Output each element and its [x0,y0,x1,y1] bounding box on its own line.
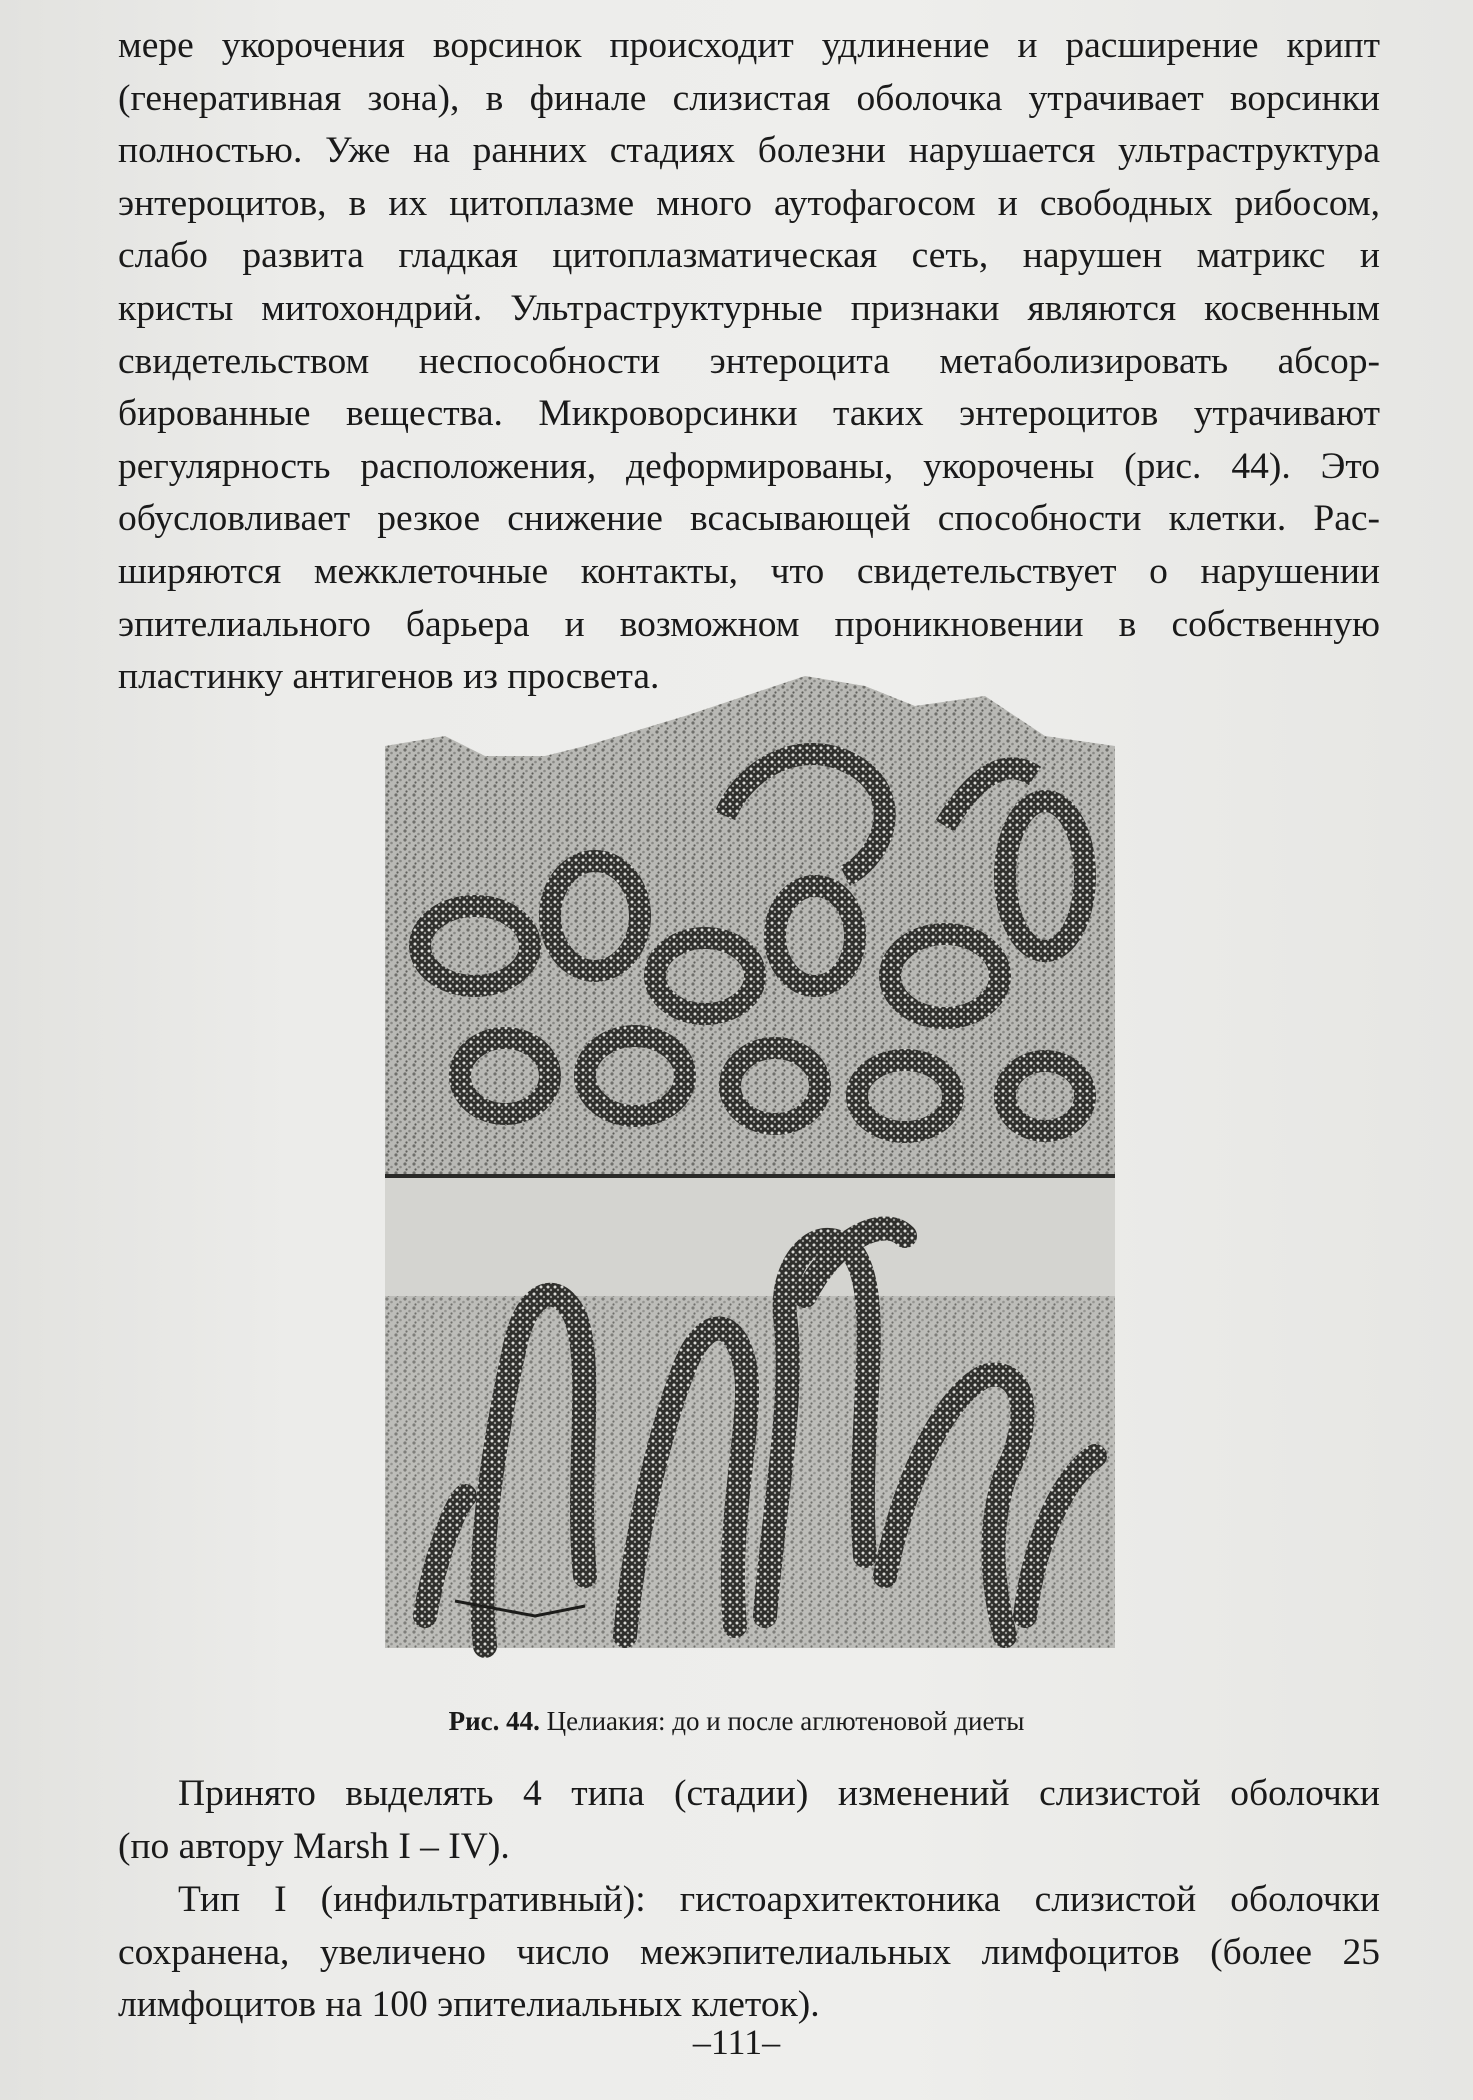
micrograph-panel-after [385,1178,1115,1648]
text-line: кристы митохондрий. Ультраструктурные признаки являются косвенным [118,287,1380,329]
text-line: свидетельством неспособности энтероцита метаболизировать абсор- [118,340,1380,382]
text-line: мере укорочения ворсинок происходит удлинение и расширение крипт [118,25,1380,66]
text-line: лимфоцитов на 100 эпителиальных клеток). [118,1984,820,2026]
text-line: слабо развита гладкая цитоплазматическая сеть, нарушен матрикс и [118,235,1380,277]
text-line: полностью. Уже на ранних стадиях болезни нарушается ультраструктура [118,130,1380,172]
figure-caption-text: Целиакия: до и после аглютеновой диеты [546,1706,1025,1736]
figure-caption-label: Рис. 44. [448,1706,540,1736]
text-line: Тип I (инфильтративный): гистоархитектоника слизистой оболочки [178,1879,1380,1920]
text-line: регулярность расположения, деформированы, укорочены (рис. 44). Это [118,445,1380,487]
text-line: (генеративная зона), в финале слизистая оболочка утрачивает ворсинки [118,77,1380,119]
page-number: –111– [692,2022,781,2062]
figure-44-micrograph [385,676,1115,1676]
micrograph-panel-before [385,676,1115,1178]
text-line: энтероцитов, в их цитоплазме много аутофагосом и свободных рибосом, [118,182,1380,224]
figure-caption [0,1704,1473,1738]
body-paragraph-top [118,20,1380,704]
text-line: обусловливает резкое снижение всасывающей способности клетки. Рас- [118,498,1380,540]
text-line: бированные вещества. Микроворсинки таких энтероцитов утрачивают [118,393,1380,435]
text-line: пластинку антигенов из просвета. [118,656,660,698]
text-line: (по автору Marsh I – IV). [118,1825,510,1867]
text-line: Принято выделять 4 типа (стадии) изменений слизистой оболочки [178,1773,1380,1814]
text-line: ширяются межклеточные контакты, что свидетельствует о нарушении [118,550,1380,592]
body-paragraph-type1 [118,1874,1380,2032]
body-paragraph-marsh [118,1768,1380,1873]
text-line: эпителиального барьера и возможном проникновении в собственную [118,603,1380,645]
text-line: сохранена, увеличено число межэпителиальных лимфоцитов (более 25 [118,1931,1380,1973]
